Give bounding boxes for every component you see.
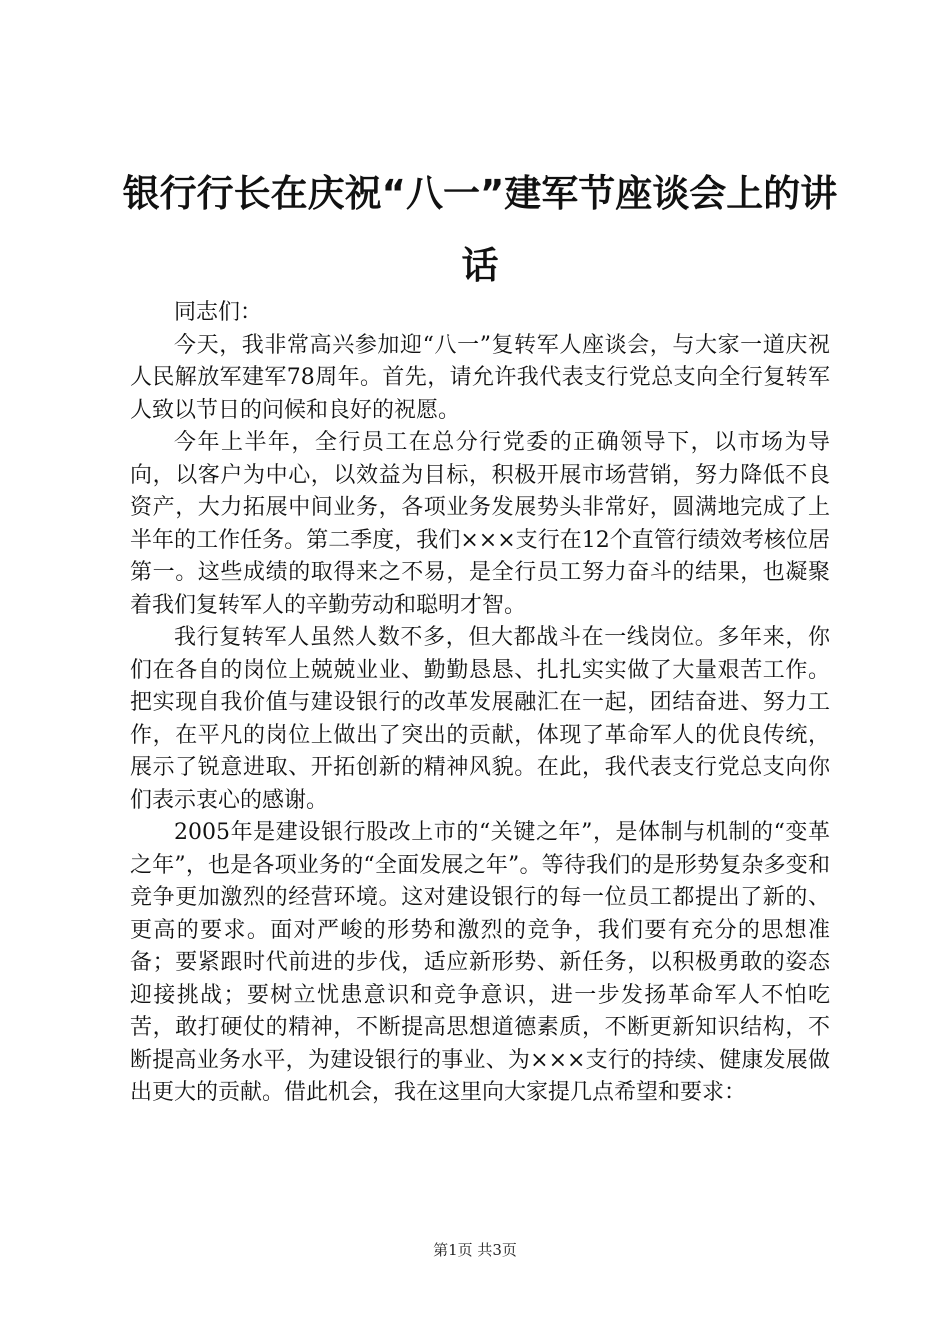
paragraph-1: 今天，我非常高兴参加迎“八一”复转军人座谈会，与大家一道庆祝人民解放军建军78周年。首先，请允许我代表支行党总支向全行复转军人致以节日的问候和良好的祝愿。 <box>130 332 830 423</box>
page-footer: 第1页 共3页 <box>433 1241 517 1259</box>
paragraph-2: 今年上半年，全行员工在总分行党委的正确领导下，以市场为导向，以客户为中心，以效益为目标，积极开展市场营销，努力降低不良资产，大力拓展中间业务，各项业务发展势头非常好，圆满地完成了上半年的工作任务。第二季度，我们×××支行在12个直管行绩效考核位居第一。这些成绩的取得来之不易，是全行员工努力奋斗的结果，也凝聚着我们复转军人的辛勤劳动和聪明才智。 <box>130 430 830 618</box>
paragraph-4: 2005年是建设银行股改上市的“关键之年”，是体制与机制的“变革之年”，也是各项业务的“全面发展之年”。等待我们的是形势复杂多变和竞争更加激烈的经营环境。这对建设银行的每一位员工都提出了新的、更高的要求。面对严峻的形势和激烈的竞争，我们要有充分的思想准备；要紧跟时代前进的步伐，适应新形势、新任务，以积极勇敢的姿态迎接挑战；要树立忧患意识和竞争意识，进一步发扬革命军人不怕吃苦，敢打硬仗的精神，不断提高思想道德素质，不断更新知识结构，不断提高业务水平，为建设银行的事业、为×××支行的持续、健康发展做出更大的贡献。借此机会，我在这里向大家提几点希望和要求： <box>130 820 830 1105</box>
paragraph-3: 我行复转军人虽然人数不多，但大都战斗在一线岗位。多年来，你们在各自的岗位上兢兢业业、勤勤恳恳、扎扎实实做了大量艰苦工作。把实现自我价值与建设银行的改革发展融汇在一起，团结奋进、努力工作，在平凡的岗位上做出了突出的贡献，体现了革命军人的优良传统，展示了锐意进取、开拓创新的精神风貌。在此，我代表支行党总支向你们表示衷心的感谢。 <box>130 625 830 813</box>
salutation: 同志们： <box>174 300 263 325</box>
document-body <box>130 297 830 1110</box>
document-title: 银行行长在庆祝“八一”建军节座谈会上的讲话 <box>122 172 838 287</box>
